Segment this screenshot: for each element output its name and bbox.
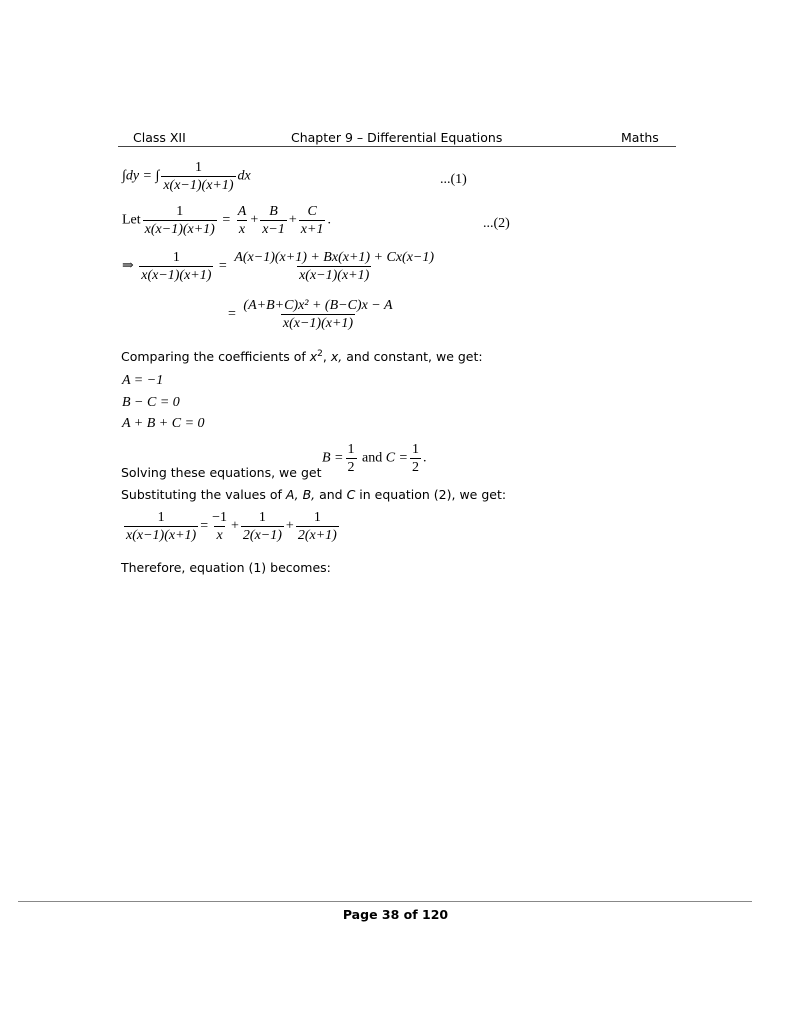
system-eq-1: A = −1 [122, 373, 164, 388]
equation-4: = $\frac{\text{(A+B+C)x² + (B−C)x − A}}{x(x-1)(x+1)}$ [228, 298, 393, 331]
therefore-text: Therefore, equation (1) becomes: [121, 560, 331, 575]
solving-text: Solving these equations, we get [121, 465, 322, 480]
header-divider [118, 146, 676, 147]
header-chapter: Chapter 9 – Differential Equations [291, 130, 503, 145]
equation-2: Let $\frac{1}{x(x-1)(x+1)}$ = $\frac{A}{x}$ + $\frac{B}{x-1}$ + $\frac{C}{x+1}$ . [122, 204, 331, 237]
substituting-text: Substituting the values of A, B, and C in equation (2), we get: [121, 487, 507, 502]
header-class: Class XII [133, 130, 186, 145]
system-eq-3: A + B + C = 0 [122, 416, 205, 431]
solution-values: B = $\frac{1}{2}$ and C = $\frac{1}{2}$ . [322, 442, 427, 475]
equation-2-tag: ...(2) [483, 216, 510, 231]
header-subject: Maths [621, 130, 659, 145]
comparing-text: Comparing the coefficients of $x^2$, x, and constant, we get: [121, 349, 483, 365]
footer-divider [18, 901, 752, 902]
page-number: Page 38 of 120 [342, 907, 449, 922]
system-eq-2: B − C = 0 [122, 395, 180, 410]
equation-1: ∫dy = ∫ $\frac{1}{x(x-1)(x+1)}$ dx [122, 160, 251, 193]
result-equation: $\frac{1}{x(x-1)(x+1)}$ = $\frac{-1}{x}$ + $\frac{1}{2(x-1)}$ + $\frac{1}{2(x+1)}$ [126, 510, 337, 543]
equation-3: ⇒ $\frac{1}{x(x-1)(x+1)}$ = $\frac{A(x-1)(x+1) + Bx(x+1) + Cx(x-1)}{x(x-1)(x+1)}$ [122, 250, 435, 283]
equation-1-tag: ...(1) [440, 172, 467, 187]
